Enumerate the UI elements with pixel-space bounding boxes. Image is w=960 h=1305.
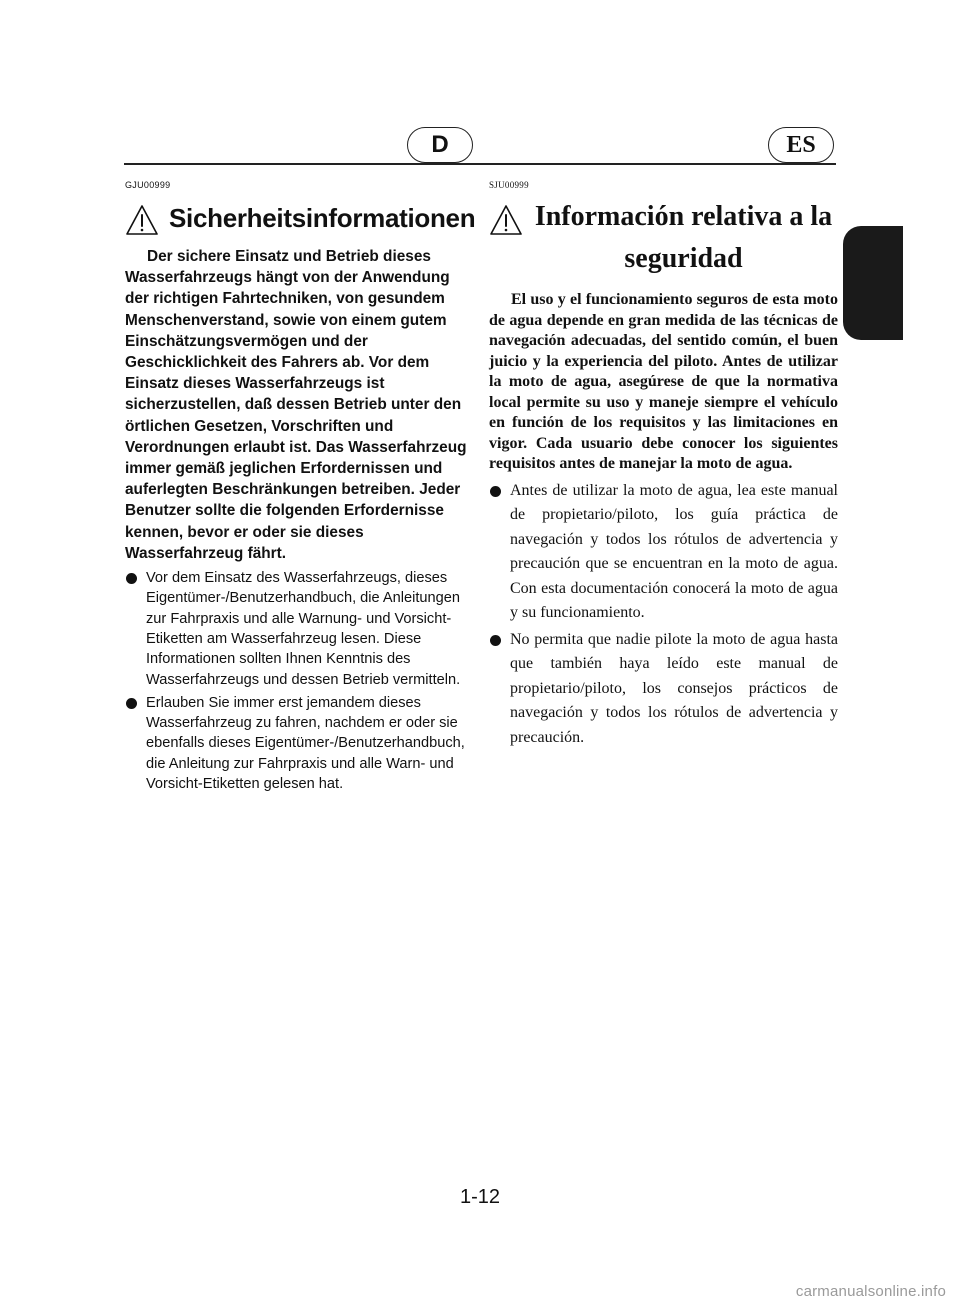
list-item — [489, 628, 838, 751]
german-bullet-text: Erlauben Sie immer erst jemandem dieses Wasserfahrzeug zu fahren, nachdem er oder sie ebenfalls dieses Eigentümer-/Benutzerhandbuch, die Anleitung zur Fahrpraxis und alle Warn- und Vorsicht-Etiketten gelesen hat. — [146, 694, 465, 793]
bullet-icon — [126, 573, 137, 584]
list-item — [125, 568, 468, 690]
spanish-section-code: SJU00999 — [489, 180, 529, 190]
spanish-bullet-list — [489, 479, 838, 751]
list-item — [489, 479, 838, 626]
german-column — [125, 180, 476, 797]
language-tab-german: D — [407, 127, 473, 163]
spanish-heading — [489, 202, 838, 280]
header-divider — [124, 163, 836, 165]
page-number: 1-12 — [459, 1186, 501, 1208]
spanish-column — [489, 180, 838, 752]
german-title: Sicherheitsinformationen — [169, 203, 476, 233]
german-intro-paragraph: Der sichere Einsatz und Betrieb dieses Wasserfahrzeugs hängt von der Anwendung der richtigen Fahrtechniken, von gesundem Menschenverstand, sowie von einem gutem Einschätzungsvermögen und der Geschicklichkeit des Fahrers ab. Vor dem Einsatz dieses Wasserfahrzeugs ist sicherzustellen, daß dessen Betrieb unter den örtlichen Gesetzen, Vorschriften und Verordnungen erlaubt ist. Das Wasserfahrzeug immer gemäß jeglichen Erfordernissen und auferlegten Beschränkungen betreiben. Jeder Benutzer sollte die folgenden Erfordernisse kennen, bevor er oder sie dieses Wasserfahrzeug fährt. — [125, 248, 467, 562]
bullet-icon — [490, 486, 501, 497]
spanish-title: Información relativa a la seguridad — [534, 201, 833, 274]
language-tab-spanish: ES — [768, 127, 834, 163]
bullet-icon — [490, 635, 501, 646]
german-bullet-text: Vor dem Einsatz des Wasserfahrzeugs, dieses Eigentümer-/Benutzerhandbuch, die Anleitungen zur Fahrpraxis und alle Warnung- und Vorsicht-Etiketten am Wasserfahrzeug lesen. Diese Informationen sollten Ihnen Kenntnis des Wasserfahrzeugs und dessen Betrieb vermitteln. — [146, 570, 461, 688]
bullet-icon — [126, 698, 137, 709]
chapter-side-tab — [843, 226, 903, 340]
spanish-intro-paragraph: El uso y el funcionamiento seguros de esta moto de agua depende en gran medida de las técnicas de navegación adecuadas, del sentido común, el buen juicio y la experiencia del piloto. Antes de utilizar la moto de agua, asegúrese de que la normativa local permite su uso y maneje siempre el vehículo en función de los requisitos y las limitaciones en vigor. Cada usuario debe conocer los siguientes requisitos antes de manejar la moto de agua. — [489, 291, 838, 472]
german-section-code: GJU00999 — [125, 180, 171, 190]
warning-triangle-icon — [489, 204, 523, 236]
site-watermark[interactable]: carmanualsonline.info — [795, 1283, 946, 1300]
spanish-bullet-text: Antes de utilizar la moto de agua, lea este manual de propietario/piloto, los guía práctica de navegación y todos los rótulos de advertencia y precaución que se encuentran en la moto de agua. Con esta documentación conocerá la moto de agua y su funcionamiento. — [510, 481, 838, 621]
spanish-bullet-text: No permita que nadie pilote la moto de agua hasta que también haya leído este manual de propietario/piloto, los consejos prácticos de navegación y todos los rótulos de advertencia y precaución. — [510, 630, 838, 746]
german-bullet-list — [125, 568, 468, 794]
german-heading — [125, 202, 476, 236]
list-item — [125, 693, 468, 794]
warning-triangle-icon — [125, 204, 159, 236]
